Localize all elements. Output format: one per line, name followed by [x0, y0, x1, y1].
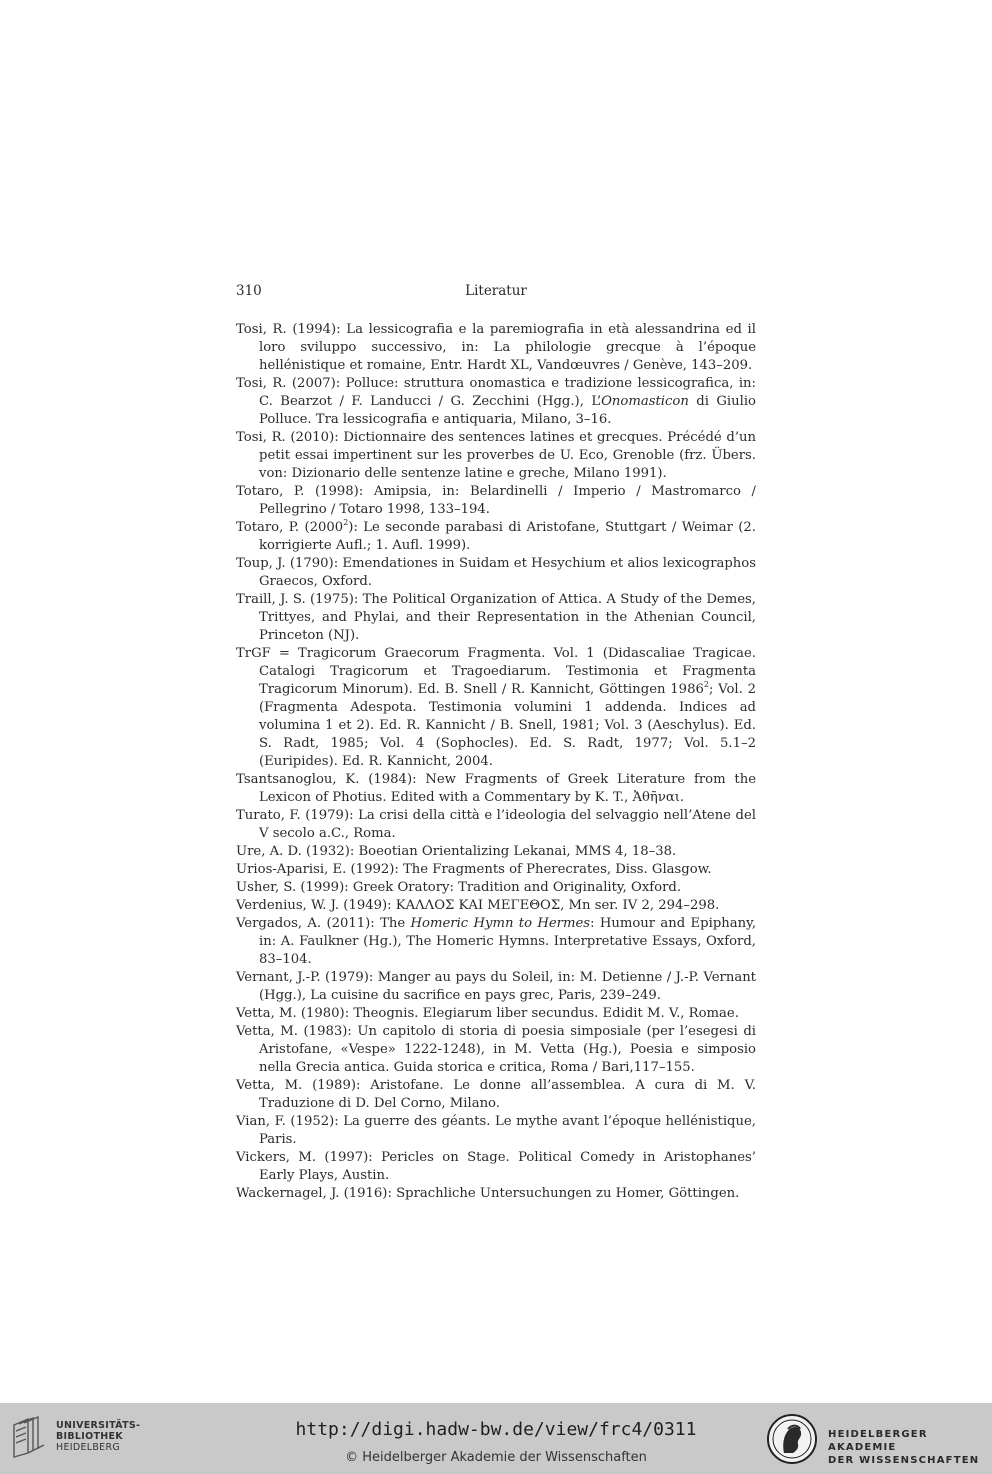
bibliography-entry: Verdenius, W. J. (1949): ΚΑΛΛΟΣ ΚΑΙ ΜΕΓΕΘΟΣ, Mn ser. IV 2, 294–298.: [236, 898, 720, 913]
edition-superscript: 2: [703, 680, 709, 689]
edition-superscript: 2: [343, 518, 349, 527]
page-number: 310: [236, 283, 262, 299]
academy-seal-icon: [766, 1413, 818, 1465]
entry-italic-title: Homeric Hymn to Hermes: [410, 916, 591, 931]
bibliography-entry: Totaro, P. (1998): Amipsia, in: Belardinelli / Imperio / Mastromarco / Pellegrino / Totaro 1998, 133–194.: [236, 484, 756, 517]
copyright-notice: © Heidelberger Akademie der Wissenschaften: [345, 1450, 647, 1465]
entry-text: di Giulio Polluce. Tra lessicografia e antiquaria, Milano, 3–16.: [259, 394, 756, 427]
ub-line-1: UNIVERSITÄTS-: [56, 1420, 141, 1431]
entry-text: : Humour and Epiphany, in: A. Faulkner (Hg.), The Homeric Hymns. Interpretative Essays, Oxford, 83–104.: [259, 916, 757, 967]
entry-text: Tosi, R. (2007): Polluce: struttura onomastica e tradizione lessicografica, in: C. Bearzot / F. Landucci / G. Zecchini (Hgg.), L’: [236, 376, 756, 409]
bibliography-entry: Traill, J. S. (1975): The Political Organization of Attica. A Study of the Demes, Trittyes, and Phylai, and their Representation in the Athenian Council, Princeton (NJ).: [236, 592, 756, 643]
academy-wordmark: [828, 1428, 986, 1467]
bibliography-entry: [236, 375, 756, 429]
page-header: [236, 283, 756, 303]
bibliography-entry: [236, 519, 756, 555]
bibliography-entry: Tosi, R. (2010): Dictionnaire des sentences latines et grecques. Précédé d’un petit essai impertinent sur les proverbes de U. Eco, Grenoble (frz. Übers. von: Dizionario delle sentenze latine e greche, Milano 1991).: [236, 430, 756, 481]
bibliography-entry: Urios-Aparisi, E. (1992): The Fragments of Pherecrates, Diss. Glasgow.: [236, 862, 712, 877]
ub-line-2: BIBLIOTHEK: [56, 1431, 123, 1442]
bibliography-entry: [236, 915, 756, 969]
bibliography-entry: Wackernagel, J. (1916): Sprachliche Untersuchungen zu Homer, Göttingen.: [236, 1186, 740, 1201]
bibliography-entry: Tsantsanoglou, K. (1984): New Fragments of Greek Literature from the Lexicon of Photius. Edited with a Commentary by K. T., Ἀθῆναι.: [236, 772, 756, 805]
bibliography-entry: Ure, A. D. (1932): Boeotian Orientalizing Lekanai, MMS 4, 18–38.: [236, 844, 677, 859]
entry-text: Totaro, P. (2000: [236, 520, 344, 535]
bibliography-entry: Vetta, M. (1989): Aristofane. Le donne all’assemblea. A cura di M. V. Traduzione di D. Del Corno, Milano.: [236, 1078, 756, 1111]
hadw-line-1: HEIDELBERGER AKADEMIE: [828, 1429, 928, 1453]
bibliography-entry: Vickers, M. (1997): Pericles on Stage. Political Comedy in Aristophanes’ Early Plays, Austin.: [236, 1150, 756, 1183]
ub-line-3: HEIDELBERG: [56, 1442, 121, 1453]
bibliography-entry: [236, 645, 756, 771]
bibliography-entry: Turato, F. (1979): La crisi della città e l’ideologia del selvaggio nell’Atene del V secolo a.C., Roma.: [236, 808, 756, 841]
bibliography-entry: Vian, F. (1952): La guerre des géants. Le mythe avant l’époque hellénistique, Paris.: [236, 1114, 756, 1147]
entry-text: TrGF = Tragicorum Graecorum Fragmenta. Vol. 1 (Didascaliae Tragicae. Catalogi Tragicorum et Tragoediarum. Testimonia et Fragmenta Tragicorum Minorum). Ed. B. Snell / R. Kannicht, Göttingen 1986: [236, 646, 756, 697]
hadw-line-2: DER WISSENSCHAFTEN: [828, 1455, 980, 1466]
bibliography-entry: Vetta, M. (1980): Theognis. Elegiarum liber secundus. Edidit M. V., Romae.: [236, 1006, 739, 1021]
entry-text: ): Le seconde parabasi di Aristofane, Stuttgart / Weimar (2. korrigierte Aufl.; 1. Aufl. 1999).: [259, 520, 756, 553]
entry-text: Vergados, A. (2011): The: [236, 916, 411, 931]
bibliography-list: [236, 321, 756, 1203]
bibliography-entry: Vernant, J.-P. (1979): Manger au pays du Soleil, in: M. Detienne / J.-P. Vernant (Hgg.), La cuisine du sacrifice en pays grec, Paris, 239–249.: [236, 970, 756, 1003]
bibliography-entry: Usher, S. (1999): Greek Oratory: Tradition and Originality, Oxford.: [236, 880, 682, 895]
footer-bar: [0, 1403, 992, 1474]
bibliography-entry: Tosi, R. (1994): La lessicografia e la paremiografia in età alessandrina ed il loro sviluppo successivo, in: La philologie grecque à l’époque hellénistique et romaine, Entr. Hardt XL, Vandœuvres / Genève, 143–209.: [236, 322, 756, 373]
academy-logo[interactable]: [766, 1411, 986, 1467]
entry-text: ; Vol. 2 (Fragmenta Adespota. Testimonia volumini 1 addenda. Indices ad volumina 1 et 2). Ed. R. Kannicht / B. Snell, 1981; Vol. 3 (Aeschylus). Ed. S. Radt, 1985; Vol. 4 (Sophocles). Ed. S. Radt, 1977; Vol. 5.1–2 (Euripides). Ed. R. Kannicht, 2004.: [259, 682, 756, 769]
bibliography-entry: Vetta, M. (1983): Un capitolo di storia di poesia simposiale (per l’esegesi di Aristofane, «Vespe» 1222-1248), in M. Vetta (Hg.), Poesia e simposio nella Grecia antica. Guida storica e critica, Roma / Bari,117–155.: [236, 1024, 756, 1075]
running-title: Literatur: [465, 283, 527, 299]
permalink-url[interactable]: http://digi.hadw-bw.de/view/frc4/0311: [295, 1419, 697, 1440]
entry-italic-title: Onomasticon: [601, 394, 689, 409]
bibliography-entry: Toup, J. (1790): Emendationes in Suidam et Hesychium et alios lexicographos Graecos, Oxford.: [236, 556, 756, 589]
